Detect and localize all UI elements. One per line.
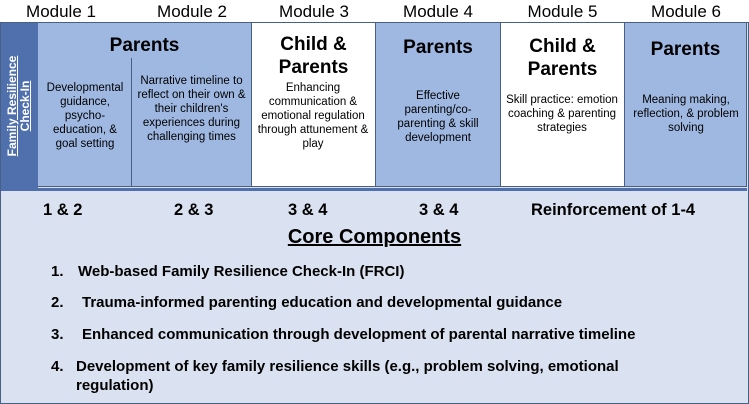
- core-components-title: Core Components: [287, 226, 462, 248]
- module-6-label: Module 6: [651, 2, 721, 21]
- core-component-2-text: Trauma-informed parenting education and developmental guidance: [82, 294, 563, 311]
- module-4-label: Module 4: [403, 2, 473, 21]
- core-component-2-number: 2.: [51, 294, 64, 311]
- module-2-3-components: 2 & 3: [174, 201, 214, 219]
- cell-module-3-description: Enhancing communication & emotional regulation through attunement & play: [257, 82, 369, 150]
- module-1-2-divider: [131, 58, 132, 187]
- cell-module-4: [376, 23, 501, 187]
- core-component-3-number: 3.: [51, 326, 64, 343]
- cell-module-5-heading: Child & Parents: [527, 36, 598, 80]
- module-4-components: 3 & 4: [419, 201, 459, 219]
- cell-module-5: [501, 23, 625, 187]
- cell-modules-1-2-heading: Parents: [109, 35, 180, 56]
- cell-module-6-description: Meaning making, reflection, & problem solving: [633, 94, 739, 134]
- core-component-1-number: 1.: [51, 263, 64, 280]
- module-3-label: Module 3: [279, 2, 349, 21]
- cell-module-6: [625, 23, 747, 187]
- core-component-3-text: Enhanced communication through development of parental narrative timeline: [82, 326, 636, 343]
- family-resilience-check-in-label: Family Resilience Check-In: [5, 55, 32, 157]
- module-1-2-components: 1 & 2: [43, 201, 83, 219]
- cell-module-4-description: Effective parenting/co-parenting & skill development: [397, 90, 479, 144]
- cell-module-6-heading: Parents: [650, 39, 721, 60]
- module-5-label: Module 5: [527, 2, 598, 21]
- cell-module-1-description: Developmental guidance, psycho-education, & goal setting: [46, 82, 124, 150]
- cell-module-3-heading: Child & Parents: [278, 34, 349, 78]
- core-component-1-text: Web-based Family Resilience Check-In (FRCI): [78, 263, 405, 280]
- module-1-label: Module 1: [26, 2, 96, 21]
- cell-module-5-description: Skill practice: emotion coaching & parenting strategies: [506, 94, 618, 134]
- cell-module-2-description: Narrative timeline to reflect on their own & their children's experiences during challenging times: [137, 75, 246, 143]
- module-3-components: 3 & 4: [288, 201, 328, 219]
- module-5-6-components: Reinforcement of 1-4: [531, 201, 696, 219]
- cell-module-3: [252, 23, 376, 187]
- core-component-4-number: 4.: [51, 358, 64, 375]
- section-separator: [1, 188, 747, 191]
- cell-modules-1-2: [38, 23, 252, 187]
- cell-module-4-heading: Parents: [403, 37, 473, 58]
- core-component-4-text: Development of key family resilience skills (e.g., problem solving, emotional regulation): [76, 358, 619, 394]
- module-2-label: Module 2: [157, 2, 227, 21]
